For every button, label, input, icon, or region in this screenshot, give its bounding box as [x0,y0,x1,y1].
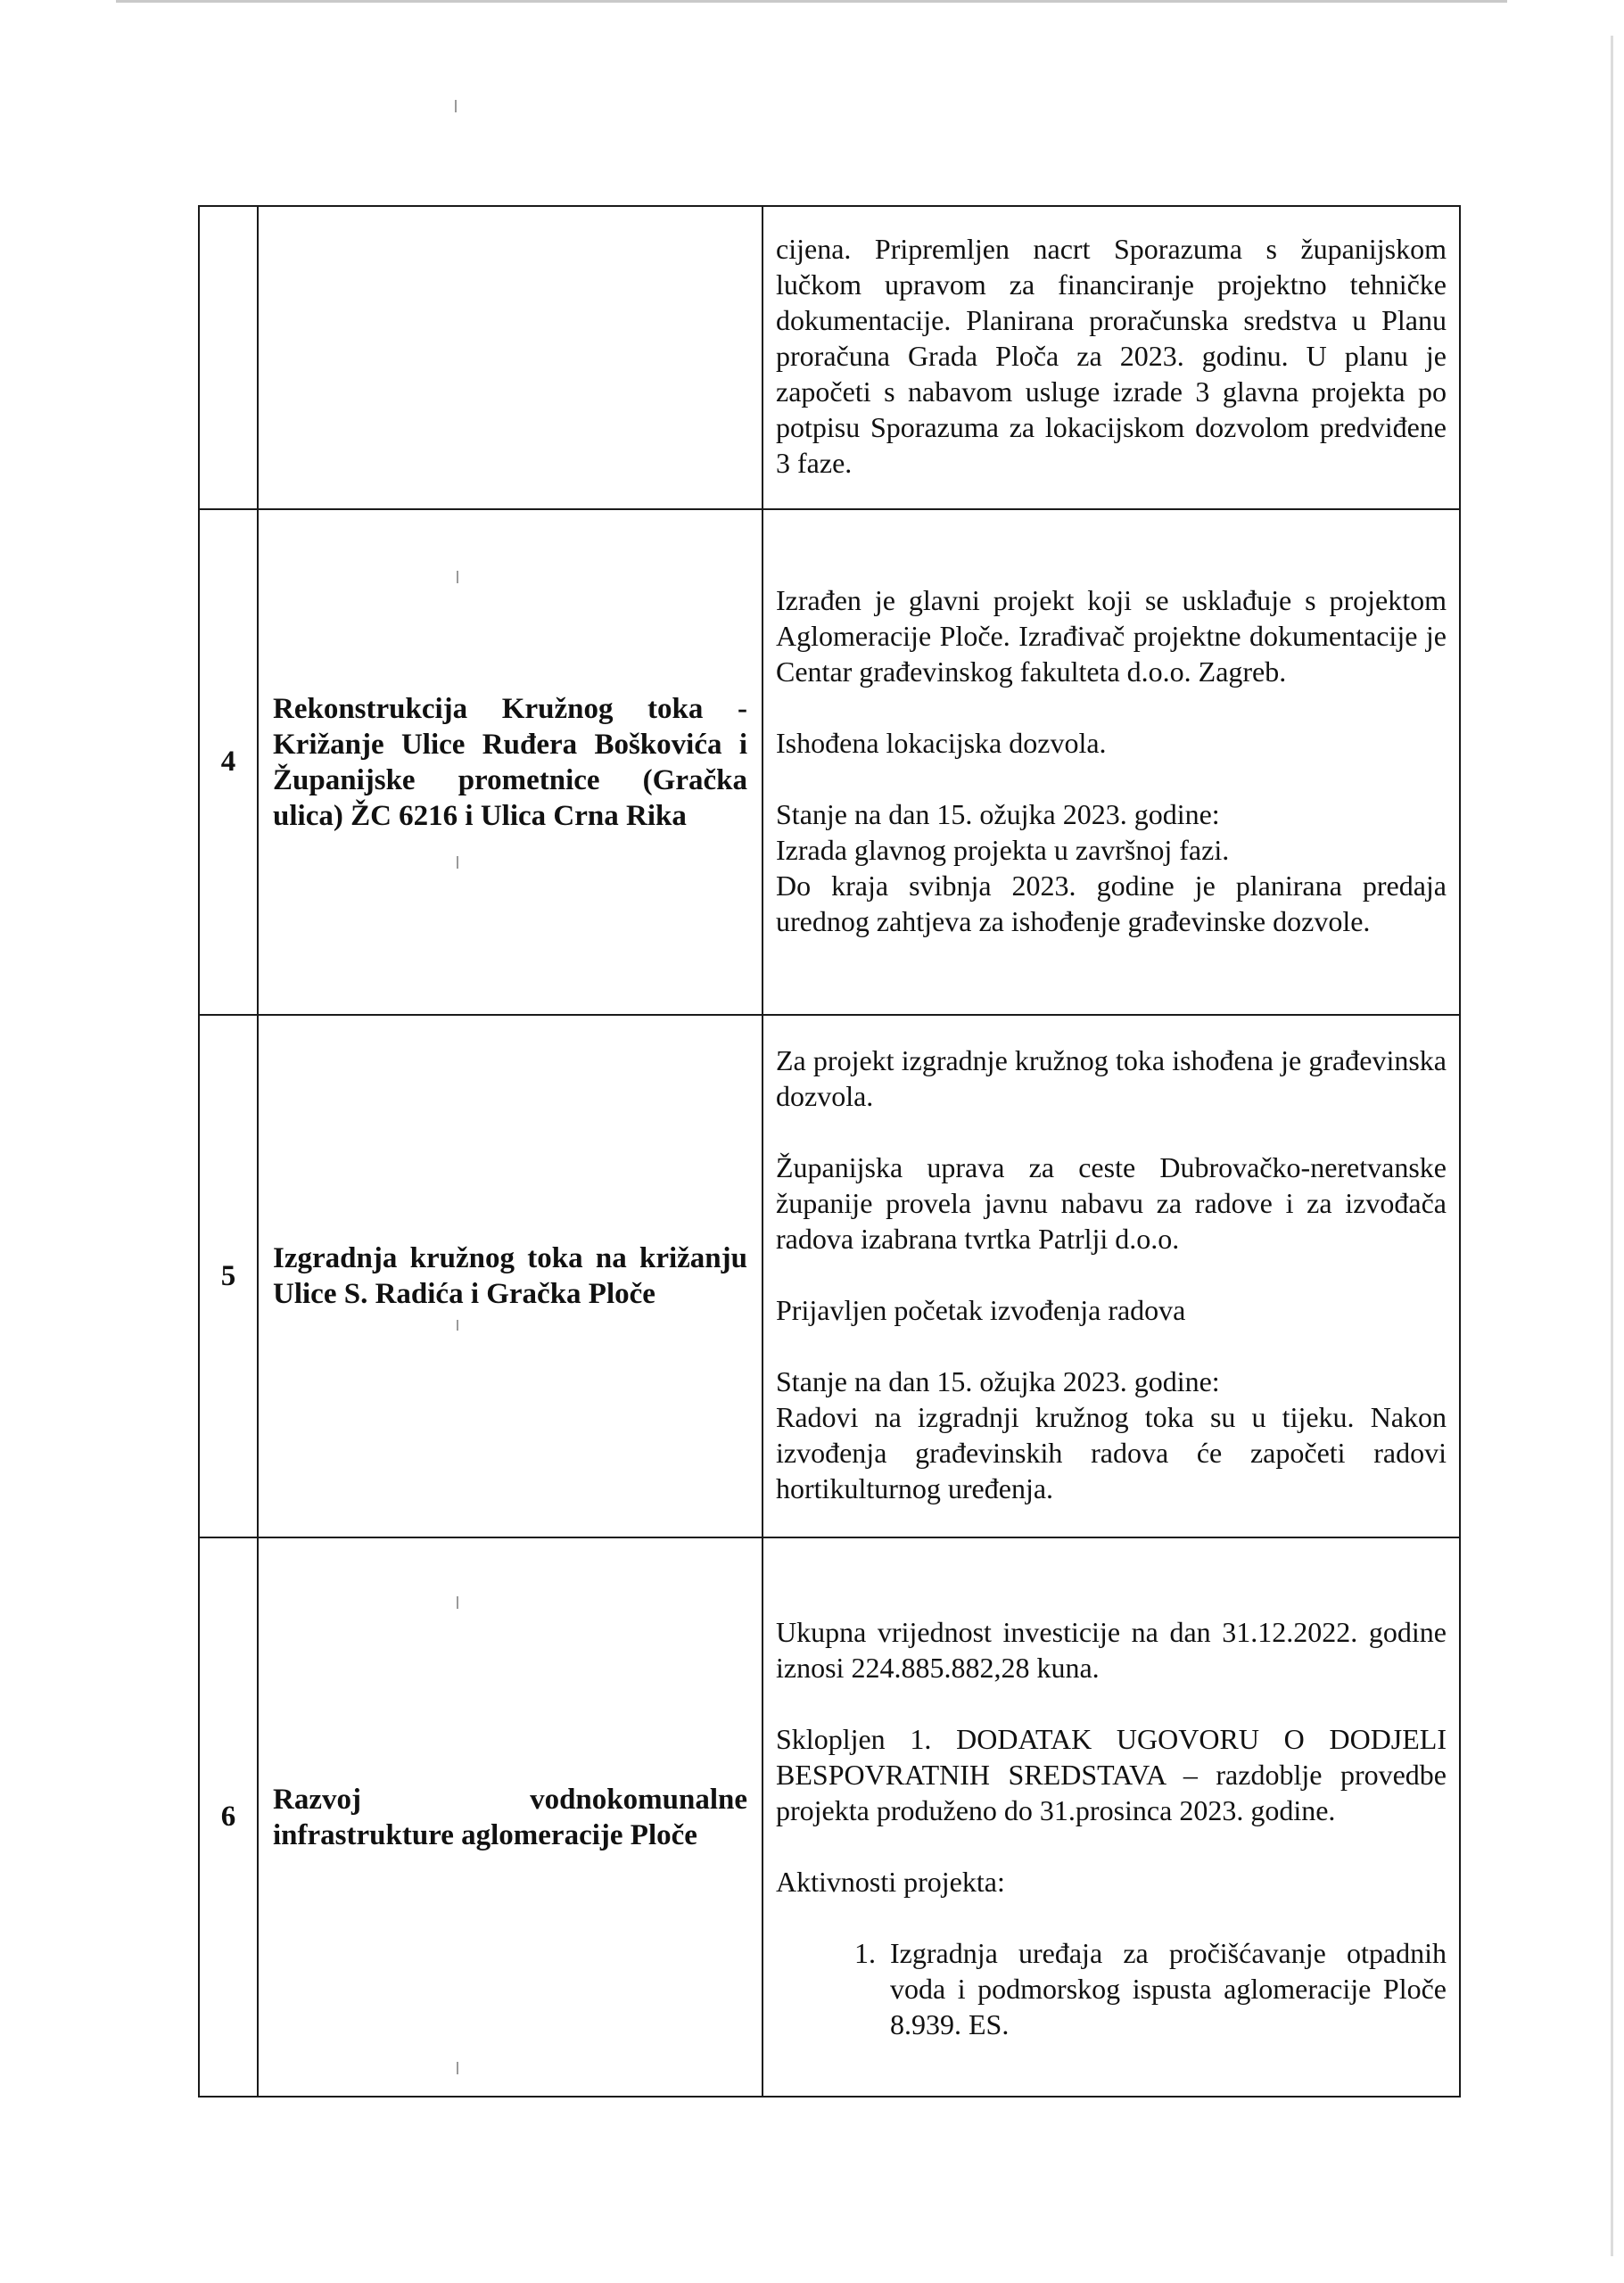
status-date: Stanje na dan 15. ožujka 2023. godine: [776,1365,1220,1397]
table-row [199,1015,1460,1537]
status-paragraph: Do kraja svibnja 2023. godine je planirana predaja urednog zahtjeva za ishođenje građevinske dozvole. [776,869,1447,937]
status-paragraph: Aktivnosti projekta: [776,1865,1005,1898]
status-paragraph: Županijska uprava za ceste Dubrovačko-neretvanske županije provela javnu nabavu za radove i za izvođača radova izabrana tvrtka Patrlji d.o.o. [776,1151,1447,1255]
row-number: 6 [199,1537,258,2097]
scan-edge-top [116,0,1507,3]
list-item: 1. Izgradnja uređaja za pročišćavanje otpadnih voda i podmorskog ispusta aglomeracije Ploče 8.939. ES. [883,1935,1447,2042]
status-paragraph: Ishođena lokacijska dozvola. [776,726,1107,759]
row-number [199,206,258,509]
status-paragraph: Sklopljen 1. DODATAK UGOVORU O DODJELI BESPOVRATNIH SREDSTAVA – razdoblje provedbe projekta produženo do 31.prosinca 2023. godine. [776,1722,1447,1826]
status-paragraph: Prijavljen početak izvođenja radova [776,1294,1186,1326]
scan-mark [455,100,457,112]
row-number: 5 [199,1015,258,1537]
status-paragraph: Izrada glavnog projekta u završnoj fazi. [776,833,1230,866]
status-paragraph: Za projekt izgradnje kružnog toka ishođena je građevinska dozvola. [776,1044,1447,1112]
table-row [199,509,1460,1015]
project-name: Rekonstrukcija Kružnog toka - Križanje Ulice Ruđera Boškovića i Županijske prometnice (Gračka ulica) ŽC 6216 i Ulica Crna Rika [258,509,763,1015]
table-row [199,1537,1460,2097]
project-status [763,1537,1460,2097]
status-date: Stanje na dan 15. ožujka 2023. godine: [776,797,1220,830]
projects-table [198,205,1461,2098]
activities-list [776,1935,1447,2042]
project-status [763,206,1460,509]
row-number: 4 [199,509,258,1015]
status-paragraph: Radovi na izgradnji kružnog toka su u tijeku. Nakon izvođenja građevinskih radova će započeti radovi hortikulturnog uređenja. [776,1401,1447,1504]
project-name [258,206,763,509]
project-status [763,509,1460,1015]
project-name: Izgradnja kružnog toka na križanju Ulice S. Radića i Gračka Ploče [258,1015,763,1537]
table-row [199,206,1460,509]
status-paragraph: Ukupna vrijednost investicije na dan 31.12.2022. godine iznosi 224.885.882,28 kuna. [776,1615,1447,1684]
scan-edge-right [1611,36,1613,2256]
status-paragraph: Izrađen je glavni projekt koji se usklađuje s projektom Aglomeracije Ploče. Izrađivač projektne dokumentacije je Centar građevinskog fakulteta d.o.o. Zagreb. [776,583,1447,688]
status-paragraph: cijena. Pripremljen nacrt Sporazuma s županijskom lučkom upravom za financiranje projektno tehničke dokumentacije. Planirana proračunska sredstva u Planu proračuna Grada Ploča za 2023. godinu. U planu je započeti s nabavom usluge izrade 3 glavna projekta po potpisu Sporazuma za lokacijskom dozvolom predviđene 3 faze. [776,233,1447,479]
project-name: Razvoj vodnokomunalne infrastrukture aglomeracije Ploče [258,1537,763,2097]
project-status [763,1015,1460,1537]
